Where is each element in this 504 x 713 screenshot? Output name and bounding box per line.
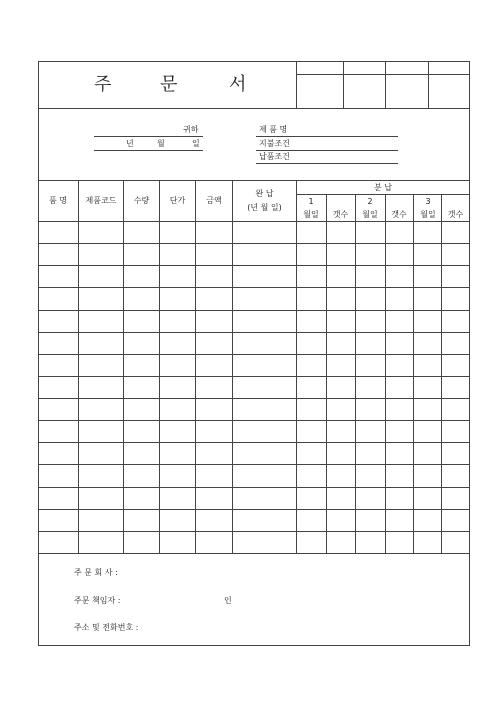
product-name-label: 제 품 명: [259, 125, 288, 134]
header-split-2: 2: [367, 197, 373, 206]
order-table-body: [38, 222, 470, 553]
header-amount: 금액: [206, 196, 222, 205]
header-complete-delivery-date: (년 월 일): [247, 203, 282, 212]
header-quantity: 수량: [133, 196, 150, 205]
title-char: 문: [160, 74, 178, 95]
date-day: 일: [192, 139, 200, 148]
header-month-day: 월일: [420, 210, 436, 219]
payment-terms-label: 지불조건: [259, 139, 290, 148]
header-split-3: 3: [425, 197, 431, 206]
header-product-code: 제품코드: [85, 196, 117, 205]
delivery-terms-label: 납품조건: [259, 152, 290, 161]
address-phone-label: 주소 및 전화번호 :: [74, 623, 139, 632]
header-complete-delivery: 완 납: [255, 189, 274, 198]
header-count: 갯수: [447, 210, 464, 219]
header-partial-delivery: 분 납: [374, 183, 392, 192]
ordering-company-label: 주 문 회 사 :: [74, 568, 118, 577]
date-month: 월: [157, 139, 165, 148]
seal-mark: 인: [224, 596, 232, 605]
header-month-day: 월일: [303, 210, 319, 219]
header-count: 갯수: [391, 210, 407, 219]
to-suffix: 귀하: [183, 125, 199, 134]
approval-boxes: [297, 62, 469, 108]
title-char: 주: [94, 74, 112, 95]
header-count: 갯수: [332, 210, 349, 219]
order-manager-label: 주문 책임자 :: [74, 596, 121, 605]
header-unit-price: 단가: [169, 196, 186, 205]
date-year: 년: [126, 139, 134, 148]
title-char: 서: [229, 74, 247, 95]
header-split-1: 1: [308, 197, 314, 206]
header-month-day: 월일: [362, 210, 378, 219]
header-item-name: 품 명: [49, 196, 67, 205]
